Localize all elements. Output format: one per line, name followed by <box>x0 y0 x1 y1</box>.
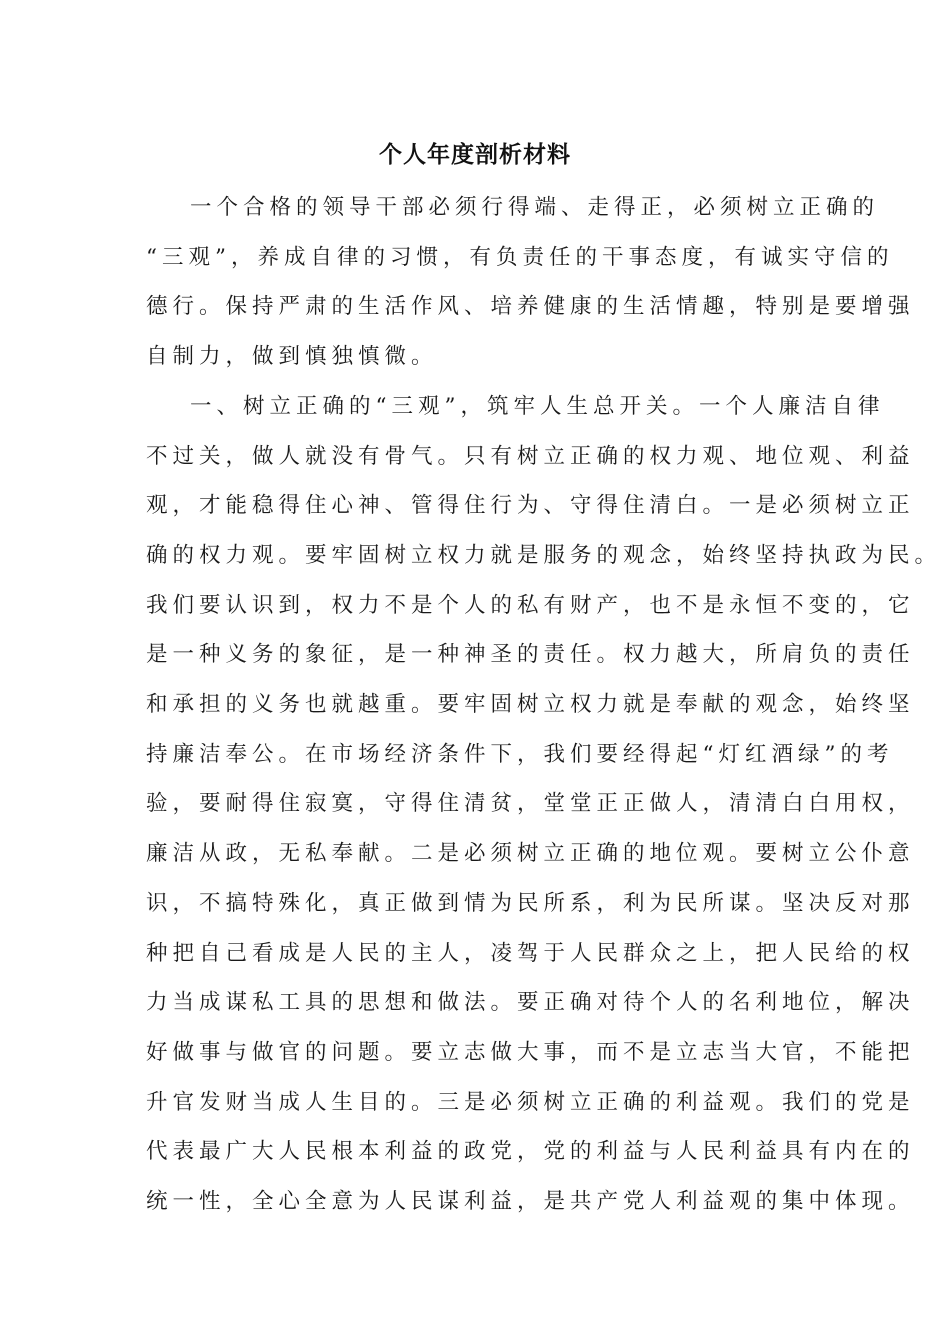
text-line: 验，要耐得住寂寞，守得住清贫，堂堂正正做人，清清白白用权， <box>146 791 915 817</box>
text-line: 持廉洁奉公。在市场经济条件下，我们要经得起“灯红酒绿”的考 <box>146 741 894 767</box>
text-line: 力当成谋私工具的思想和做法。要正确对待个人的名利地位，解决 <box>146 990 915 1016</box>
text-line: 升官发财当成人生目的。三是必须树立正确的利益观。我们的党是 <box>146 1089 915 1115</box>
text-line: 代表最广大人民根本利益的政党，党的利益与人民利益具有内在的 <box>146 1139 915 1165</box>
text-line: 我们要认识到，权力不是个人的私有财产，也不是永恒不变的，它 <box>146 592 915 618</box>
text-line: 观，才能稳得住心神、管得住行为、守得住清白。一是必须树立正 <box>146 493 915 519</box>
document-body <box>146 183 942 1227</box>
text-line: “三观”，养成自律的习惯，有负责任的干事态度，有诚实守信的 <box>146 244 894 270</box>
document-title: 个人年度剖析材料 <box>379 141 571 168</box>
text-line: 好做事与做官的问题。要立志做大事，而不是立志当大官，不能把 <box>146 1039 915 1065</box>
text-line: 不过关，做人就没有骨气。只有树立正确的权力观、地位观、利益 <box>146 443 915 469</box>
paragraph-intro <box>146 183 915 382</box>
text-line: 廉洁从政，无私奉献。二是必须树立正确的地位观。要树立公仆意 <box>146 841 915 867</box>
paragraph-section-one <box>146 382 942 1227</box>
text-line: 一个合格的领导干部必须行得端、走得正，必须树立正确的 <box>190 195 880 220</box>
text-line: 德行。保持严肃的生活作风、培养健康的生活情趣，特别是要增强 <box>146 294 915 320</box>
text-line: 识，不搞特殊化，真正做到情为民所系，利为民所谋。坚决反对那 <box>146 890 915 916</box>
text-line: 和承担的义务也就越重。要牢固树立权力就是奉献的观念，始终坚 <box>146 692 915 718</box>
text-line: 自制力，做到慎独慎微。 <box>146 344 438 370</box>
text-line: 是一种义务的象征，是一种神圣的责任。权力越大，所肩负的责任 <box>146 642 915 668</box>
text-line: 统一性，全心全意为人民谋利益，是共产党人利益观的集中体现。 <box>146 1189 915 1215</box>
text-line: 一、树立正确的“三观”，筑牢人生总开关。一个人廉洁自律 <box>190 393 885 419</box>
text-line: 种把自己看成是人民的主人，凌驾于人民群众之上，把人民给的权 <box>146 940 915 966</box>
text-line: 确的权力观。要牢固树立权力就是服务的观念，始终坚持执政为民。 <box>146 542 942 568</box>
